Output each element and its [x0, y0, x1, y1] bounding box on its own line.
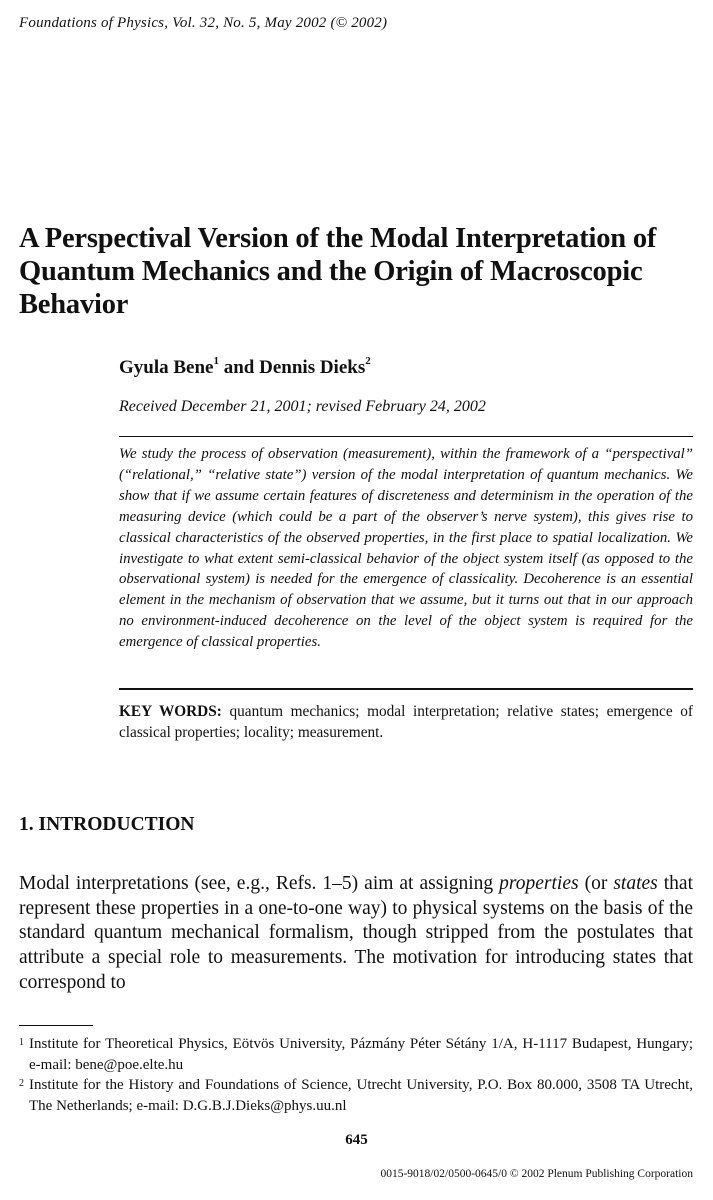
- footnote-rule: [19, 1025, 93, 1026]
- abstract: We study the process of observation (measurement), within the framework of a “perspectival” (“relational,” “relative state”) version of the modal interpretation of quantum mechanics. We show that if we assume certain features of discreteness and determinism in the operation of the measuring device (which could be a part of the observer’s nerve system), this gives rise to classical characteristics of the observed properties, in the first place to spatial localization. We investigate to what extent semi-classical behavior of the object system itself (as opposed to the observational system) is needed for the emergence of classicality. Decoherence is an essential element in the mechanism of observation that we assume, but it turns out that in our approach no environment-induced decoherence on the level of the object system is required for the emergence of classical properties.: [119, 446, 693, 651]
- author-name: Gyula Bene: [119, 357, 214, 378]
- copyright-line: 0015-9018/02/0500-0645/0 © 2002 Plenum Publishing Corporation: [380, 1168, 693, 1180]
- section-heading: 1. INTRODUCTION: [19, 814, 195, 835]
- footnote-text: Institute for the History and Foundations of Science, Utrecht University, P.O. Box 80.000, 3508 TA Utrecht, The Netherlands; e-mail: D.G.B.J.Dieks@phys.uu.nl: [29, 1077, 693, 1114]
- page-number: 645: [345, 1132, 368, 1148]
- footnote-text: Institute for Theoretical Physics, Eötvös University, Pázmány Péter Sétány 1/A, H-1117 Budapest, Hungary; e-mail: bene@poe.elte.hu: [29, 1036, 693, 1073]
- abstract-bottom-rule: [119, 688, 693, 690]
- italic-term: properties: [499, 873, 579, 894]
- affiliation-mark: 1: [213, 355, 219, 367]
- keywords-list: quantum mechanics; modal interpretation; relative states; emergence of classical properties; locality; measurement.: [119, 703, 693, 741]
- footnote: [19, 1075, 693, 1116]
- italic-term: states: [613, 873, 658, 894]
- footnote-mark: 2: [19, 1078, 24, 1089]
- footnotes: [19, 1034, 693, 1116]
- paragraph-text: that represent these properties in a one-to-one way) to physical systems on the basis of the standard quantum mechanical formalism, though stripped from the postulates that attribute a special role to measurements. The motivation for introducing states that correspond to: [19, 873, 693, 993]
- keywords: [119, 701, 693, 743]
- paragraph-text: (or: [578, 873, 614, 894]
- paragraph-text: Modal interpretations (see, e.g., Refs. 1–5) aim at assigning: [19, 873, 500, 894]
- author-name: Dennis Dieks: [259, 357, 366, 378]
- keywords-label: KEY WORDS:: [119, 703, 222, 720]
- received-dates: Received December 21, 2001; revised February 24, 2002: [119, 398, 486, 415]
- footnote: [19, 1034, 693, 1075]
- affiliation-mark: 2: [365, 355, 371, 367]
- footnote-mark: 1: [19, 1037, 24, 1048]
- abstract-top-rule: [119, 436, 693, 437]
- article-title: A Perspectival Version of the Modal Interpretation of Quantum Mechanics and the Origin of Macroscopic Behavior: [19, 223, 657, 320]
- introduction-paragraph: [19, 872, 693, 996]
- journal-citation: Foundations of Physics, Vol. 32, No. 5, May 2002 (© 2002): [19, 15, 388, 31]
- author-conjunction: and: [223, 357, 255, 378]
- author-list: [119, 357, 371, 379]
